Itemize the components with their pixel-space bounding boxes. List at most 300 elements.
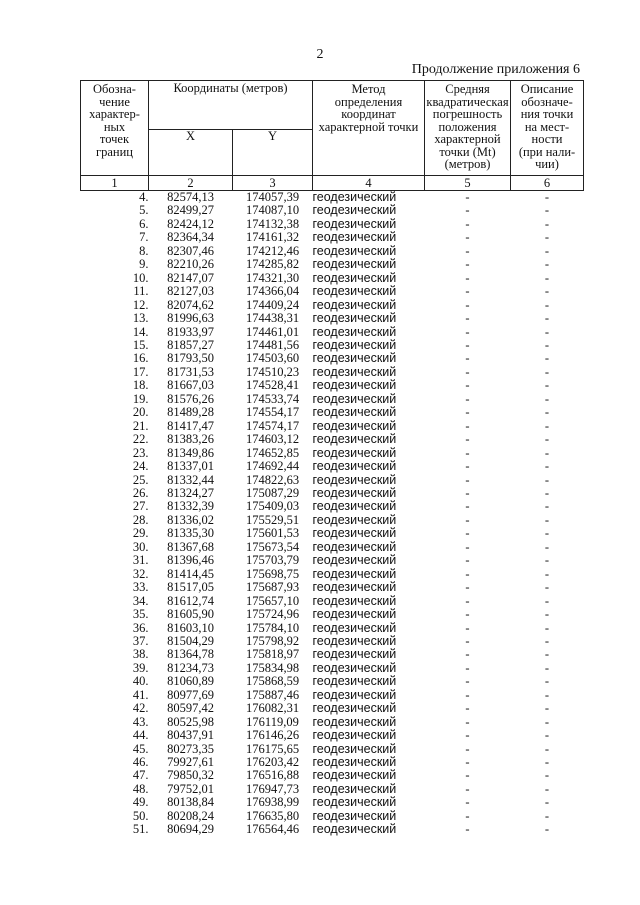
point-number-cell: 29. <box>132 526 149 541</box>
description-cell: - <box>544 243 550 258</box>
error-cell: - <box>465 512 470 527</box>
table-row <box>81 460 584 473</box>
method-cell: геодезический <box>312 607 397 622</box>
table-row <box>81 339 584 352</box>
y-coordinate-cell: 175673,54 <box>245 539 300 554</box>
y-coordinate-cell: 175657,10 <box>245 593 300 608</box>
point-number-cell: 21. <box>132 418 149 433</box>
x-coordinate-cell: 81489,28 <box>167 405 214 420</box>
y-coordinate-cell: 176203,42 <box>245 755 300 770</box>
y-coordinate-cell: 174285,82 <box>245 257 300 272</box>
point-number-cell: 46. <box>132 755 149 770</box>
y-coordinate-cell: 174366,04 <box>245 284 300 299</box>
table-row <box>81 366 584 379</box>
point-number-cell: 45. <box>132 741 149 756</box>
y-coordinate-cell: 174321,30 <box>245 270 300 285</box>
description-cell: - <box>544 337 550 352</box>
error-cell: - <box>465 741 470 756</box>
x-coordinate-cell: 79850,32 <box>167 768 214 783</box>
method-cell: геодезический <box>312 674 397 689</box>
method-cell: геодезический <box>312 405 397 420</box>
x-coordinate-cell: 81336,02 <box>167 512 214 527</box>
method-cell: геодезический <box>312 755 397 770</box>
method-cell: геодезический <box>312 822 397 837</box>
point-number-cell: 42. <box>132 701 149 716</box>
column-number: 5 <box>425 176 511 191</box>
point-number-cell: 30. <box>132 539 149 554</box>
point-number-cell: 25. <box>132 472 149 487</box>
method-cell: геодезический <box>312 660 397 675</box>
y-coordinate-cell: 176564,46 <box>245 822 300 837</box>
x-coordinate-cell: 81324,27 <box>167 485 214 500</box>
x-coordinate-cell: 81603,10 <box>167 620 214 635</box>
table-row <box>81 622 584 635</box>
header-mean-square-error-line: погрешность <box>432 107 503 121</box>
y-coordinate-cell: 176119,09 <box>246 714 299 729</box>
table-row <box>81 756 584 769</box>
error-cell: - <box>465 593 470 608</box>
header-point-description-line: на мест- <box>524 119 570 134</box>
method-cell: геодезический <box>312 499 397 514</box>
table-row <box>81 474 584 487</box>
method-cell: геодезический <box>312 230 397 245</box>
y-coordinate-cell: 176516,88 <box>245 768 300 783</box>
table-row <box>81 191 584 205</box>
method-cell: геодезический <box>312 781 397 796</box>
x-coordinate-cell: 81364,78 <box>167 647 214 662</box>
x-coordinate-cell: 81996,63 <box>167 311 214 326</box>
table-row <box>81 648 584 661</box>
method-cell: геодезический <box>312 728 397 743</box>
error-cell: - <box>465 620 470 635</box>
error-cell: - <box>465 378 470 393</box>
description-cell: - <box>544 687 550 702</box>
y-coordinate-cell: 175868,59 <box>245 674 300 689</box>
description-cell: - <box>544 701 550 716</box>
description-cell: - <box>544 539 550 554</box>
description-cell: - <box>544 526 550 541</box>
column-number: 2 <box>149 176 233 191</box>
table-row <box>81 810 584 823</box>
x-coordinate-cell: 81517,05 <box>167 580 214 595</box>
method-cell: геодезический <box>312 418 397 433</box>
x-coordinate-cell: 82574,13 <box>167 190 214 204</box>
error-cell: - <box>465 270 470 285</box>
header-point-designation-line: Обозна- <box>93 82 136 96</box>
table-row <box>81 796 584 809</box>
description-cell: - <box>544 257 550 272</box>
header-point-designation-line: характер- <box>89 107 140 121</box>
y-coordinate-cell: 176146,26 <box>245 728 300 743</box>
method-cell: геодезический <box>312 203 397 218</box>
description-cell: - <box>544 808 550 823</box>
description-cell: - <box>544 230 550 245</box>
y-coordinate-cell: 174554,17 <box>245 405 300 420</box>
table-row <box>81 743 584 756</box>
error-cell: - <box>465 808 470 823</box>
y-coordinate-cell: 176635,80 <box>245 808 300 823</box>
point-number-cell: 18. <box>132 378 149 393</box>
y-coordinate-cell: 174461,01 <box>245 324 300 339</box>
table-row <box>81 662 584 675</box>
error-cell: - <box>465 701 470 716</box>
x-coordinate-cell: 81605,90 <box>167 607 214 622</box>
table-row <box>81 285 584 298</box>
point-number-cell: 5. <box>139 203 149 218</box>
y-coordinate-cell: 175698,75 <box>245 566 300 581</box>
error-cell: - <box>465 485 470 500</box>
error-cell: - <box>465 284 470 299</box>
point-number-cell: 20. <box>132 405 149 420</box>
x-coordinate-cell: 81857,27 <box>167 337 214 352</box>
error-cell: - <box>465 755 470 770</box>
table-row <box>81 218 584 231</box>
method-cell: геодезический <box>312 526 397 541</box>
y-coordinate-cell: 175601,53 <box>245 526 300 541</box>
point-number-cell: 22. <box>132 432 149 447</box>
header-x: X <box>149 130 233 176</box>
y-coordinate-cell: 175887,46 <box>245 687 300 702</box>
header-mean-square-error-line: характерной <box>434 132 501 146</box>
y-coordinate-cell: 175818,97 <box>245 647 300 662</box>
description-cell: - <box>544 472 550 487</box>
point-number-cell: 49. <box>132 795 149 810</box>
error-cell: - <box>465 405 470 420</box>
method-cell: геодезический <box>312 580 397 595</box>
y-coordinate-cell: 174533,74 <box>245 391 300 406</box>
header-point-designation-line: точек <box>99 132 130 146</box>
x-coordinate-cell: 82424,12 <box>167 216 214 231</box>
method-cell: геодезический <box>312 243 397 258</box>
error-cell: - <box>465 216 470 231</box>
method-cell: геодезический <box>312 270 397 285</box>
y-coordinate-cell: 174510,23 <box>245 364 300 379</box>
table-row <box>81 406 584 419</box>
table-row <box>81 769 584 782</box>
y-coordinate-cell: 174132,38 <box>245 216 300 231</box>
description-cell: - <box>544 216 550 231</box>
error-cell: - <box>465 311 470 326</box>
column-number: 4 <box>313 176 425 191</box>
header-mean-square-error-line: квадратическая <box>426 94 509 109</box>
method-cell: геодезический <box>312 485 397 500</box>
table-row <box>81 554 584 567</box>
method-cell: геодезический <box>312 378 397 393</box>
table-row <box>81 541 584 554</box>
table-row <box>81 326 584 339</box>
x-coordinate-cell: 81576,26 <box>167 391 214 406</box>
x-coordinate-cell: 81383,26 <box>167 432 214 447</box>
method-cell: геодезический <box>312 620 397 635</box>
table-row <box>81 635 584 648</box>
table-row <box>81 487 584 500</box>
error-cell: - <box>465 418 470 433</box>
error-cell: - <box>465 190 470 204</box>
method-cell: геодезический <box>312 337 397 352</box>
error-cell: - <box>465 337 470 352</box>
method-cell: геодезический <box>312 364 397 379</box>
description-cell: - <box>544 714 550 729</box>
table-row <box>81 245 584 258</box>
table-row <box>81 716 584 729</box>
method-cell: геодезический <box>312 391 397 406</box>
method-cell: геодезический <box>312 311 397 326</box>
description-cell: - <box>544 405 550 420</box>
header-y: Y <box>233 130 313 176</box>
header-point-designation-line: границ <box>96 144 133 159</box>
y-coordinate-cell: 175784,10 <box>245 620 300 635</box>
x-coordinate-cell: 81332,44 <box>167 472 214 487</box>
y-coordinate-cell: 175703,79 <box>245 553 300 568</box>
error-cell: - <box>465 674 470 689</box>
error-cell: - <box>465 472 470 487</box>
y-coordinate-cell: 174057,39 <box>245 190 300 204</box>
method-cell: геодезический <box>312 566 397 581</box>
point-number-cell: 47. <box>132 768 149 783</box>
table-row <box>81 312 584 325</box>
y-coordinate-cell: 175087,29 <box>245 485 300 500</box>
x-coordinate-cell: 81417,47 <box>167 418 214 433</box>
description-cell: - <box>544 297 550 312</box>
point-number-cell: 37. <box>132 633 149 648</box>
error-cell: - <box>465 687 470 702</box>
x-coordinate-cell: 82499,27 <box>167 203 214 218</box>
point-number-cell: 33. <box>132 580 149 595</box>
table-row <box>81 352 584 365</box>
point-number-cell: 23. <box>132 445 149 460</box>
description-cell: - <box>544 580 550 595</box>
x-coordinate-cell: 81612,74 <box>167 593 214 608</box>
point-number-cell: 13. <box>132 311 149 326</box>
description-cell: - <box>544 270 550 285</box>
y-coordinate-cell: 174438,31 <box>245 311 300 326</box>
error-cell: - <box>465 230 470 245</box>
x-coordinate-cell: 80694,29 <box>167 822 214 837</box>
y-coordinate-cell: 174409,24 <box>245 297 300 312</box>
error-cell: - <box>465 391 470 406</box>
header-mean-square-error-line: (метров) <box>444 157 491 171</box>
y-coordinate-cell: 174087,10 <box>245 203 300 218</box>
point-number-cell: 28. <box>132 512 149 527</box>
x-coordinate-cell: 81234,73 <box>167 660 214 675</box>
method-cell: геодезический <box>312 593 397 608</box>
x-coordinate-cell: 81667,03 <box>167 378 214 393</box>
description-cell: - <box>544 485 550 500</box>
header-method-line: характерной точки <box>318 119 419 134</box>
error-cell: - <box>465 660 470 675</box>
header-point-designation-line: чение <box>99 94 130 109</box>
header-point-description-line: (при нали- <box>518 144 576 159</box>
error-cell: - <box>465 499 470 514</box>
description-cell: - <box>544 755 550 770</box>
method-cell: геодезический <box>312 768 397 783</box>
error-cell: - <box>465 566 470 581</box>
error-cell: - <box>465 781 470 796</box>
x-coordinate-cell: 82210,26 <box>167 257 214 272</box>
method-cell: геодезический <box>312 633 397 648</box>
method-cell: геодезический <box>312 432 397 447</box>
error-cell: - <box>465 714 470 729</box>
method-cell: геодезический <box>312 808 397 823</box>
error-cell: - <box>465 243 470 258</box>
x-coordinate-cell: 82364,34 <box>167 230 214 245</box>
description-cell: - <box>544 284 550 299</box>
description-cell: - <box>544 660 550 675</box>
table-row <box>81 568 584 581</box>
table-row <box>81 514 584 527</box>
method-cell: геодезический <box>312 687 397 702</box>
header-point-designation <box>81 81 149 176</box>
description-cell: - <box>544 566 550 581</box>
x-coordinate-cell: 80597,42 <box>167 701 214 716</box>
point-number-cell: 31. <box>132 553 149 568</box>
point-number-cell: 8. <box>139 243 149 258</box>
y-coordinate-cell: 174652,85 <box>245 445 300 460</box>
point-number-cell: 19. <box>132 391 149 406</box>
method-cell: геодезический <box>312 190 397 204</box>
header-point-description <box>511 81 584 176</box>
error-cell: - <box>465 297 470 312</box>
column-number: 6 <box>511 176 584 191</box>
y-coordinate-cell: 176947,73 <box>245 781 300 796</box>
description-cell: - <box>544 741 550 756</box>
x-coordinate-cell: 81414,45 <box>167 566 214 581</box>
description-cell: - <box>544 768 550 783</box>
y-coordinate-cell: 175687,93 <box>245 580 300 595</box>
error-cell: - <box>465 324 470 339</box>
header-mean-square-error-line: Средняя <box>445 82 490 96</box>
table-row <box>81 689 584 702</box>
method-cell: геодезический <box>312 459 397 474</box>
y-coordinate-cell: 175724,96 <box>245 607 300 622</box>
header-method-line: определения <box>334 94 403 109</box>
point-number-cell: 32. <box>132 566 149 581</box>
x-coordinate-cell: 81933,97 <box>167 324 214 339</box>
error-cell: - <box>465 364 470 379</box>
table-row <box>81 379 584 392</box>
point-number-cell: 35. <box>132 607 149 622</box>
y-coordinate-cell: 174822,63 <box>245 472 300 487</box>
table-row <box>81 204 584 217</box>
header-point-description-line: ния точки <box>520 107 574 121</box>
method-cell: геодезический <box>312 647 397 662</box>
point-number-cell: 6. <box>139 216 149 231</box>
error-cell: - <box>465 526 470 541</box>
y-coordinate-cell: 175409,03 <box>245 499 300 514</box>
table-row <box>81 433 584 446</box>
y-coordinate-cell: 175529,51 <box>245 512 300 527</box>
y-coordinate-cell: 174212,46 <box>245 243 300 258</box>
x-coordinate-cell: 80977,69 <box>167 687 214 702</box>
x-coordinate-cell: 81335,30 <box>167 526 214 541</box>
error-cell: - <box>465 351 470 366</box>
x-coordinate-cell: 81332,39 <box>167 499 214 514</box>
point-number-cell: 43. <box>132 714 149 729</box>
description-cell: - <box>544 553 550 568</box>
x-coordinate-cell: 80273,35 <box>167 741 214 756</box>
x-coordinate-cell: 81337,01 <box>167 459 214 474</box>
y-coordinate-cell: 174574,17 <box>245 418 300 433</box>
method-cell: геодезический <box>312 216 397 231</box>
header-method-line: координат <box>341 107 396 121</box>
x-coordinate-cell: 80138,84 <box>167 795 214 810</box>
coordinates-table <box>80 80 584 837</box>
header-mean-square-error <box>425 81 511 176</box>
description-cell: - <box>544 203 550 218</box>
description-cell: - <box>544 378 550 393</box>
method-cell: геодезический <box>312 445 397 460</box>
header-method-line: Метод <box>351 82 386 96</box>
point-number-cell: 24. <box>132 459 149 474</box>
description-cell: - <box>544 499 550 514</box>
method-cell: геодезический <box>312 795 397 810</box>
table-row <box>81 675 584 688</box>
table-row <box>81 729 584 742</box>
x-coordinate-cell: 81349,86 <box>167 445 214 460</box>
x-coordinate-cell: 81793,50 <box>167 351 214 366</box>
error-cell: - <box>465 459 470 474</box>
point-number-cell: 4. <box>139 190 149 204</box>
y-coordinate-cell: 174503,60 <box>245 351 300 366</box>
method-cell: геодезический <box>312 539 397 554</box>
table-body <box>81 191 584 837</box>
y-coordinate-cell: 176175,65 <box>245 741 300 756</box>
y-coordinate-cell: 174528,41 <box>245 378 300 393</box>
error-cell: - <box>465 728 470 743</box>
method-cell: геодезический <box>312 257 397 272</box>
error-cell: - <box>465 795 470 810</box>
error-cell: - <box>465 445 470 460</box>
page-number: 2 <box>316 47 324 62</box>
header-point-description-line: чии) <box>535 157 559 171</box>
point-number-cell: 11. <box>133 284 149 299</box>
error-cell: - <box>465 432 470 447</box>
error-cell: - <box>465 607 470 622</box>
x-coordinate-cell: 82147,07 <box>167 270 214 285</box>
description-cell: - <box>544 364 550 379</box>
column-numbers-row <box>81 176 584 191</box>
header-mean-square-error-line: точки (Mt) <box>439 144 496 159</box>
x-coordinate-cell: 82074,62 <box>167 297 214 312</box>
description-cell: - <box>544 620 550 635</box>
header-coordinates-group: Координаты (метров) <box>149 81 313 130</box>
x-coordinate-cell: 81396,46 <box>167 553 214 568</box>
y-coordinate-cell: 174161,32 <box>245 230 300 245</box>
description-cell: - <box>544 593 550 608</box>
point-number-cell: 17. <box>132 364 149 379</box>
description-cell: - <box>544 432 550 447</box>
error-cell: - <box>465 553 470 568</box>
table-row <box>81 447 584 460</box>
table-row <box>81 527 584 540</box>
method-cell: геодезический <box>312 351 397 366</box>
point-number-cell: 10. <box>132 270 149 285</box>
table-row <box>81 420 584 433</box>
header-point-designation-line: ных <box>103 119 126 134</box>
method-cell: геодезический <box>312 714 397 729</box>
header-point-description-line: обозначе- <box>521 94 573 109</box>
x-coordinate-cell: 82127,03 <box>167 284 214 299</box>
description-cell: - <box>544 674 550 689</box>
header-point-description-line: ности <box>531 132 563 146</box>
x-coordinate-cell: 80437,91 <box>167 728 214 743</box>
description-cell: - <box>544 728 550 743</box>
table-row <box>81 299 584 312</box>
point-number-cell: 50. <box>132 808 149 823</box>
error-cell: - <box>465 633 470 648</box>
y-coordinate-cell: 175798,92 <box>245 633 300 648</box>
description-cell: - <box>544 795 550 810</box>
